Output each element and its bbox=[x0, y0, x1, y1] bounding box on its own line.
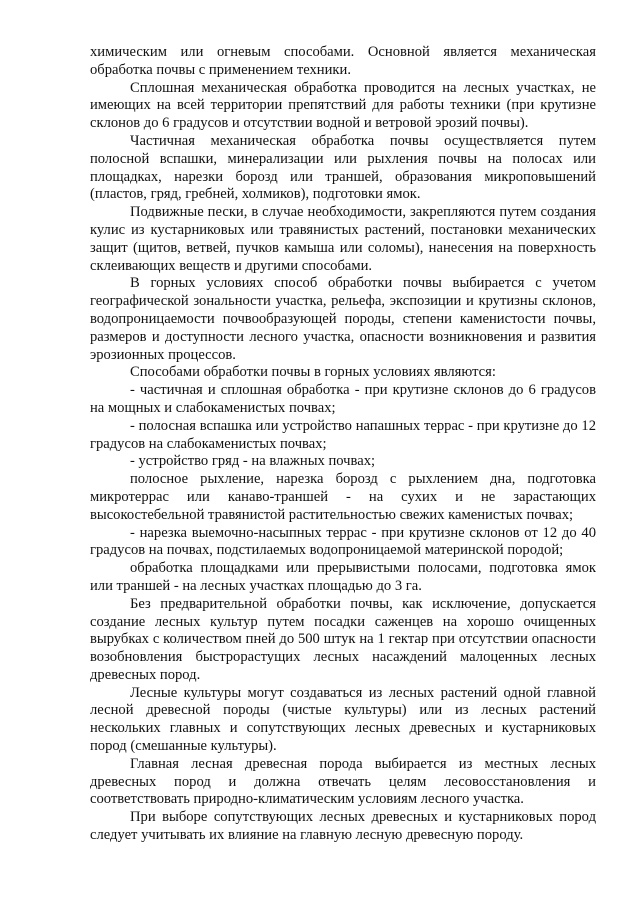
paragraph: Подвижные пески, в случае необходимости, закрепляются путем создания кулис из кустарниковых или травянистых растений, постановки механических защит (щитов, ветвей, пучков камыша или соломы), нанесения на поверхность склеивающих веществ и другими способами. bbox=[90, 204, 596, 274]
list-item: - частичная и сплошная обработка - при крутизне склонов до 6 градусов на мощных и слабокаменистых почвах; bbox=[90, 382, 596, 416]
paragraph: Сплошная механическая обработка проводится на лесных участках, не имеющих на всей территории препятствий для работы техники (при крутизне склонов до 6 градусов и отсутствии водной и ветровой эрозий почвы). bbox=[90, 79, 596, 132]
paragraph: При выборе сопутствующих лесных древесных и кустарниковых пород следует учитывать их влияние на главную лесную древесную породу. bbox=[90, 809, 596, 844]
document-page bbox=[90, 44, 596, 845]
list-item: обработка площадками или прерывистыми полосами, подготовка ямок или траншей - на лесных участках площадью до 3 га. bbox=[90, 560, 596, 594]
list-item: - нарезка выемочно-насыпных террас - при крутизне склонов от 12 до 40 градусов на почвах, подстилаемых водопроницаемой материнской породой; bbox=[90, 524, 596, 559]
paragraph: Главная лесная древесная порода выбирается из местных лесных древесных пород и должна отвечать целям лесовосстановления и соответствовать природно-климатическим условиям лесного участка. bbox=[90, 755, 596, 808]
paragraph: Лесные культуры могут создаваться из лесных растений одной главной лесной древесной породы (чистые культуры) или из лесных растений нескольких главных и сопутствующих лесных древесных и кустарниковых пород (смешанные культуры). bbox=[90, 684, 596, 755]
list-item: - устройство гряд - на влажных почвах; bbox=[130, 453, 376, 470]
paragraph: Без предварительной обработки почвы, как исключение, допускается создание лесных культур путем посадки саженцев на хорошо очищенных вырубках с количеством пней до 500 штук на 1 гектар при отсутствии опасности возобновления быстрорастущих лесных насаждений малоценных лесных древесных пород. bbox=[90, 595, 596, 683]
paragraph: Частичная механическая обработка почвы осуществляется путем полосной вспашки, минерализации или рыхления почвы на полосах или площадках, нарезки борозд или траншей, образования микроповышений (пластов, гряд, гребней, холмиков), подготовки ямок. bbox=[90, 132, 596, 203]
paragraph: химическим или огневым способами. Основной является механическая обработка почвы с применением техники. bbox=[90, 44, 596, 78]
paragraph: В горных условиях способ обработки почвы выбирается с учетом географической зональности участка, рельефа, экспозиции и крутизны склонов, водопроницаемости почвообразующей породы, степени каменистости почвы, размеров и доступности лесного участка, опасности возникновения и развития эрозионных процессов. bbox=[90, 275, 596, 363]
list-item: - полосная вспашка или устройство напашных террас - при крутизне до 12 градусов на слабокаменистых почвах; bbox=[90, 417, 596, 452]
paragraph: Способами обработки почвы в горных условиях являются: bbox=[130, 364, 496, 381]
list-item: полосное рыхление, нарезка борозд с рыхлением дна, подготовка микротеррас или канаво-траншей - на сухих и не зарастающих высокостебельной травянистой растительностью свежих каменистых почвах; bbox=[90, 471, 596, 523]
